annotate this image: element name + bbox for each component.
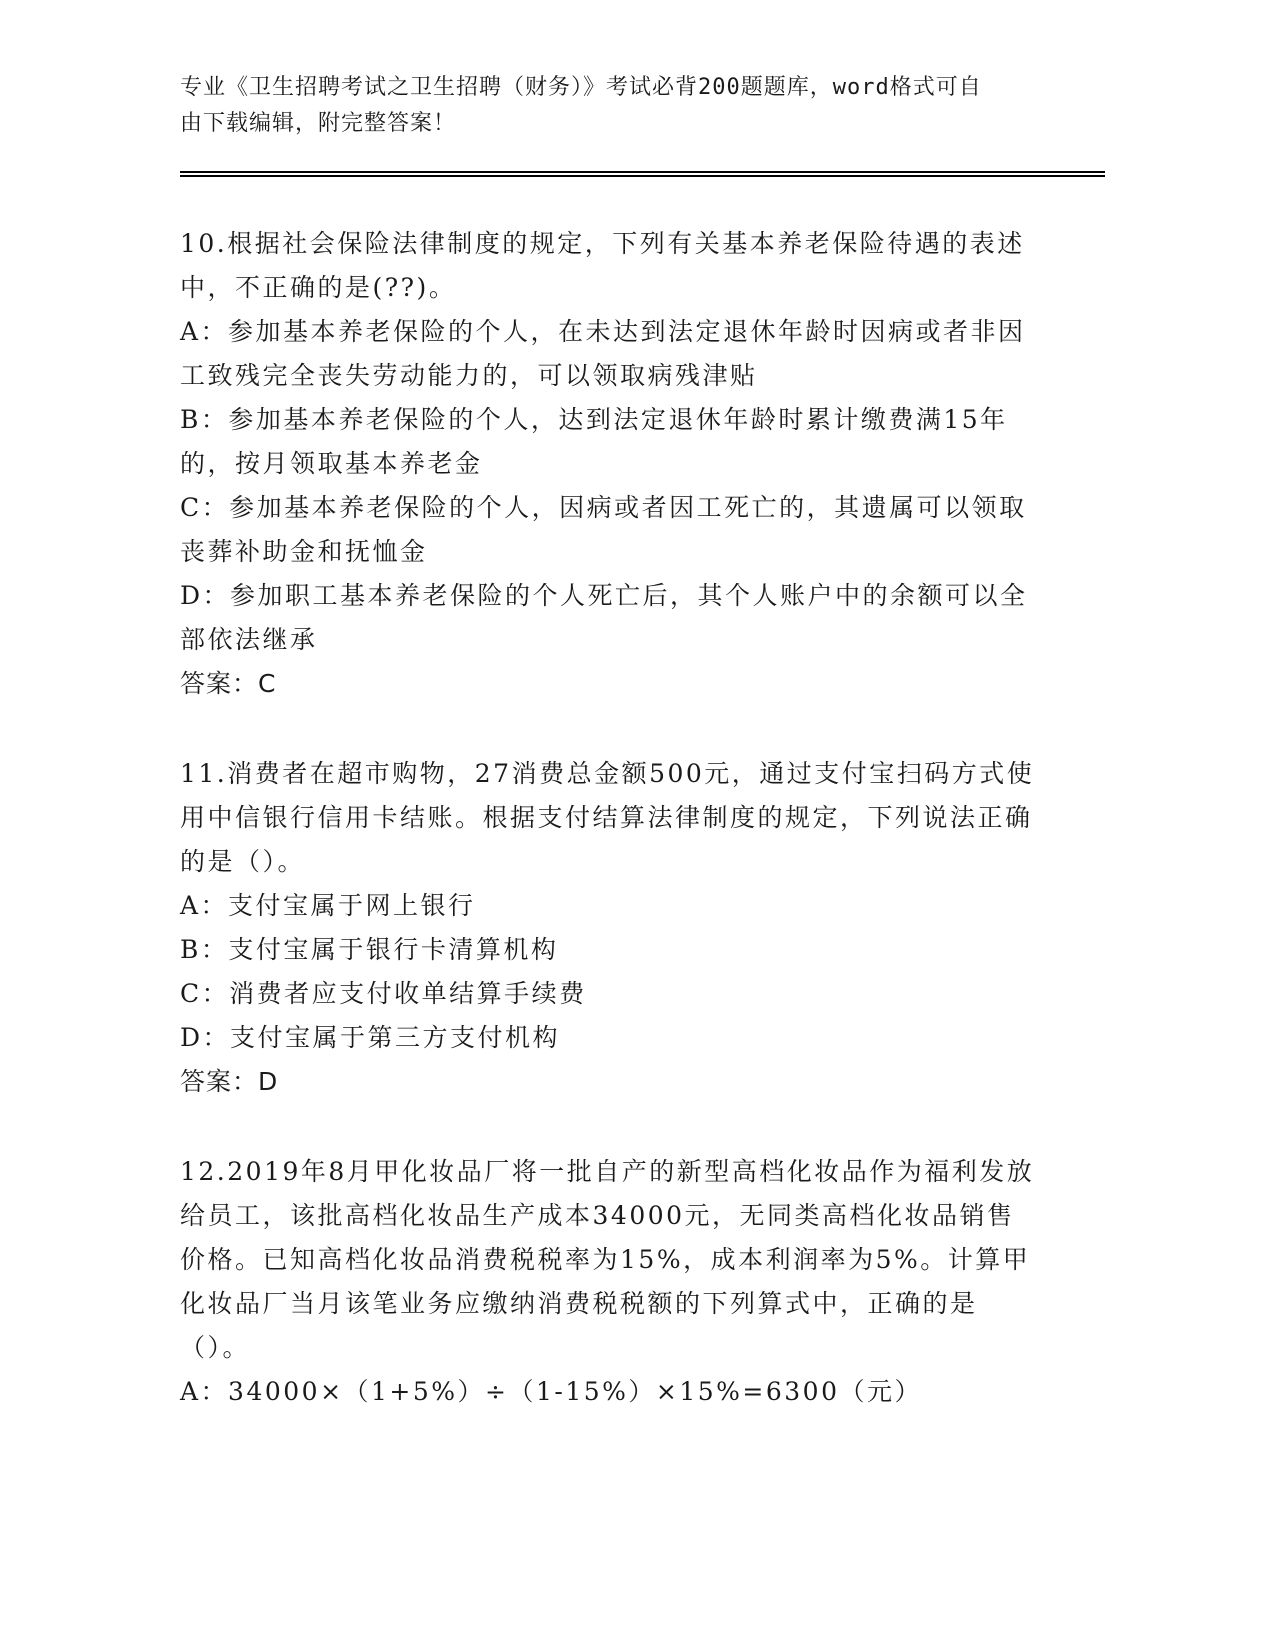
option-c: C：参加基本养老保险的个人，因病或者因工死亡的，其遗属可以领取丧葬补助金和抚恤金 xyxy=(180,493,1027,566)
option-b: B：参加基本养老保险的个人，达到法定退休年龄时累计缴费满15年的，按月领取基本养老金 xyxy=(180,405,1008,478)
question-10 xyxy=(180,222,1040,706)
question-stem: 12.2019年8月甲化妆品厂将一批自产的新型高档化妆品作为福利发放给员工，该批高档化妆品生产成本34000元，无同类高档化妆品销售价格。已知高档化妆品消费税税率为15%，成本利润率为5%。计算甲化妆品厂当月该笔业务应缴纳消费税税额的下列算式中，正确的是（）。 xyxy=(180,1157,1035,1362)
option-a: A：支付宝属于网上银行 xyxy=(180,891,476,920)
question-spacer xyxy=(180,706,1040,752)
answer: 答案：D xyxy=(180,1067,279,1096)
option-c: C：消费者应支付收单结算手续费 xyxy=(180,979,587,1008)
question-spacer xyxy=(180,1104,1040,1150)
header-divider-top xyxy=(180,171,1105,173)
option-a: A：参加基本养老保险的个人，在未达到法定退休年龄时因病或者非因工致残完全丧失劳动能力的，可以领取病残津贴 xyxy=(180,317,1026,390)
header-divider-bottom xyxy=(180,175,1105,177)
question-stem: 11.消费者在超市购物，27消费总金额500元，通过支付宝扫码方式使用中信银行信用卡结账。根据支付结算法律制度的规定，下列说法正确的是（）。 xyxy=(180,759,1035,876)
header-line-2: 由下载编辑，附完整答案！ xyxy=(180,111,457,136)
option-d: D：参加职工基本养老保险的个人死亡后，其个人账户中的余额可以全部依法继承 xyxy=(180,581,1028,654)
question-12 xyxy=(180,1150,1040,1414)
answer: 答案：C xyxy=(180,669,277,698)
option-a: A：34000×（1+5%）÷（1-15%）×15%=6300（元） xyxy=(180,1377,922,1406)
question-list xyxy=(180,222,1040,1414)
header-line-1: 专业《卫生招聘考试之卫生招聘（财务）》考试必背200题题库，word格式可自 xyxy=(180,75,982,100)
option-b: B：支付宝属于银行卡清算机构 xyxy=(180,935,559,964)
question-11 xyxy=(180,752,1040,1104)
question-stem: 10.根据社会保险法律制度的规定，下列有关基本养老保险待遇的表述中，不正确的是(??)。 xyxy=(180,229,1025,302)
document-header xyxy=(180,70,1060,142)
option-d: D：支付宝属于第三方支付机构 xyxy=(180,1023,561,1052)
